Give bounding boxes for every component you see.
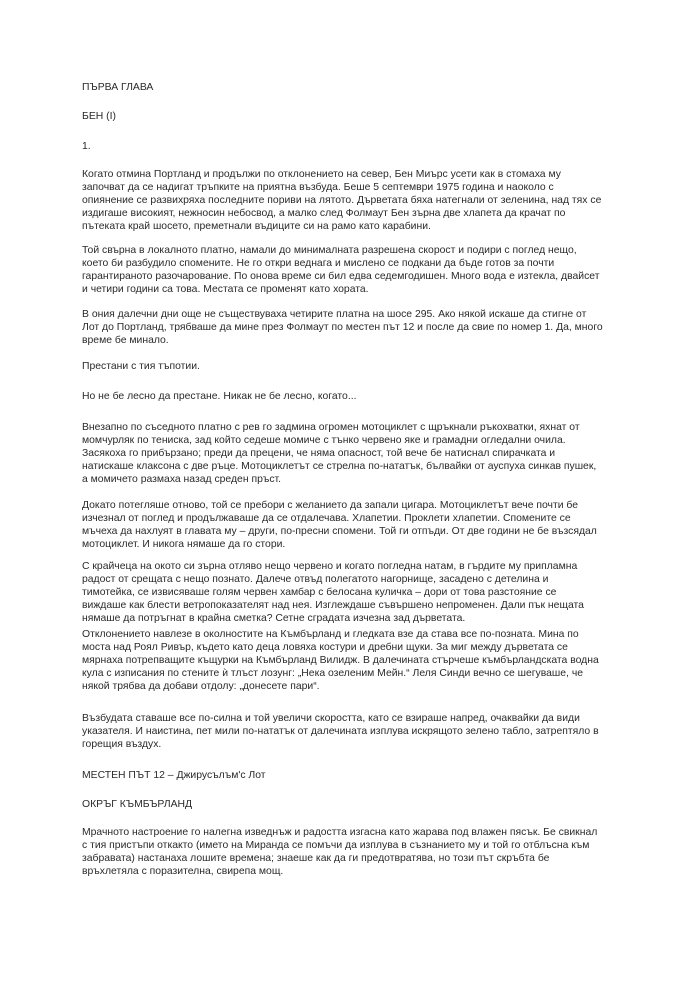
text-line: МЕСТЕН ПЪТ 12 – Джирусълъм'с Лот (82, 770, 266, 781)
text-line: гарантираното разочарование. По онова време си бил едва седемгодишен. Много вода е изтекла, двайсет (82, 271, 600, 282)
paragraph (82, 360, 672, 373)
paragraph (82, 712, 672, 751)
text-line: Когато отмина Портланд и продължи по отклонението на север, Бен Миърс усети как в стомаха му (82, 169, 561, 180)
paragraph (82, 244, 672, 296)
text-line: моста над Роял Ривър, където като деца ловяха костури и дребни щуки. За миг между дърветата се (82, 642, 568, 653)
text-line: което би разбудило спомените. Не го откри веднага и мислено се подкани да бъде готов за почти (82, 258, 555, 269)
text-line: БЕН (I) (82, 111, 116, 122)
county-heading (82, 798, 672, 811)
text-line: Но не бе лесно да престане. Никак не бе лесно, когато... (82, 391, 357, 402)
paragraph (82, 499, 672, 551)
text-line: ПЪРВА ГЛАВА (82, 82, 154, 93)
text-line: забравата) настанаха лошите времена; знаеше как да ги предотвратява, но този път скръбта бе (82, 853, 550, 864)
text-line: Внезапно по съседното платно с рев го задмина огромен мотоциклет с щръкнали ръкохватки, яхнат от (82, 422, 580, 433)
text-line: Докато потегляше отново, той се пребори с желанието да запали цигара. Мотоциклетът вече почти бе (82, 500, 579, 511)
text-line: Засякоха го прибързано; преди да прецени, че няма опасност, той вече бе натиснал спирачката и (82, 448, 556, 459)
text-line: с тия пристъпи откакто (името на Миранда се помъчи да изплува в съзнанието му и той го отблъсна към (82, 840, 590, 851)
chapter-title (82, 81, 672, 94)
text-line: указателя. И наистина, пет мили по-нататък от далечината изплува искрящото зелено табло, затрептяло в (82, 726, 599, 737)
paragraph (82, 560, 672, 625)
text-line: мотоциклет. И никога нямаше да го стори. (82, 539, 286, 550)
text-line: издигаше високият, нежносин небосвод, а малко след Фолмаут Бен зърна две хлапета да крачат по (82, 208, 566, 219)
text-line: мярнаха потрепващите къщурки на Къмбърланд Вилидж. В далечината стърчеше къмбърландската водна (82, 655, 599, 666)
text-line: кула с изписания по стените ѝ тлъст лозунг: „Нека озеленим Мейн.“ Леля Синди вечно се шегуваше, че (82, 668, 584, 679)
text-line: а момичето размаха назад среден пръст. (82, 474, 282, 485)
text-line: В ония далечни дни още не съществуваха четирите платна на шосе 295. Ако някой искаше да стигне от (82, 309, 587, 320)
text-line: ОКРЪГ КЪМБЪРЛАНД (82, 799, 193, 810)
text-line: горещия въздух. (82, 739, 162, 750)
text-line: и четири години са това. Местата се променят като хората. (82, 284, 369, 295)
text-line: С крайчеца на окото си зърна отляво нещо червено и когато погледна натам, в гърдите му припламна (82, 561, 578, 572)
text-line: Престани с тия тъпотии. (82, 361, 200, 372)
text-line: някой трябва да добави отдолу: „донесете пари“. (82, 681, 320, 692)
text-line: Отклонението навлезе в околностите на Къмбърланд и гледката взе да става все по-позната. Мина по (82, 629, 579, 640)
text-line: опиянение се развихряха последните пориви на лятото. Дърветата бяха натегнали от зеленина, над тях се (82, 195, 602, 206)
paragraph (82, 308, 672, 347)
text-line: изчезнал от поглед и продължаваше да се отдалечава. Хлапетии. Проклети хлапетии. Спомените се (82, 513, 571, 524)
text-line: Възбудата ставаше все по-силна и той увеличи скоростта, като се взираше напред, очаквайки да види (82, 713, 580, 724)
paragraph (82, 628, 672, 693)
text-line: време бе минало. (82, 335, 169, 346)
section-number (82, 140, 672, 153)
text-line: пътеката край шосето, преметнали въдиците си на рамо като карабини. (82, 221, 431, 232)
paragraph (82, 390, 672, 403)
text-line: натискаше клаксона с две ръце. Мотоциклетът се стрелна по-нататък, бълвайки от ауспуха синкав пушек, (82, 461, 597, 472)
paragraph (82, 421, 672, 486)
section-title (82, 110, 672, 123)
text-line: връхлетяла с поразителна, свирепа мощ. (82, 866, 284, 877)
road-sign-heading (82, 769, 672, 782)
text-line: 1. (82, 141, 91, 152)
text-line: момчурляк по тениска, зад който седеше момиче с тънко червено яке и грамадни огледални очила. (82, 435, 566, 446)
text-line: нямаше да потръгнат в крайна сметка? Сетне сградата изчезна зад дърветата. (82, 613, 466, 624)
text-line: Лот до Портланд, трябваше да мине през Фолмаут по местен път 12 и после да свие по номер 1. Да, много (82, 322, 603, 333)
text-line: Мрачното настроение го налегна изведнъж и радостта изгасна като жарава под влажен пясък. Бе свикнал (82, 827, 598, 838)
text-line: радост от срещата с нещо познато. Далече отвъд полегатото нагорнище, засадено с детелина и (82, 574, 549, 585)
paragraph (82, 168, 672, 233)
text-line: мъчеха да нахлуят в главата му – други, по-пресни спомени. Той ги отпъди. От две години не бе възсядал (82, 526, 597, 537)
text-line: започват да се надигат тръпките на приятна възбуда. Беше 5 септември 1975 година и наоколо с (82, 182, 554, 193)
paragraph (82, 826, 672, 878)
text-line: тимотейка, се извисяваше голям червен хамбар с белосана куличка – дори от това разстояние се (82, 587, 557, 598)
text-line: виждаше как блести ветропоказателят над нея. Изглеждаше съвършено непроменен. Дали пък нещата (82, 600, 584, 611)
text-line: Той свърна в локалното платно, намали до минималната разрешена скорост и подири с поглед нещо, (82, 245, 577, 256)
